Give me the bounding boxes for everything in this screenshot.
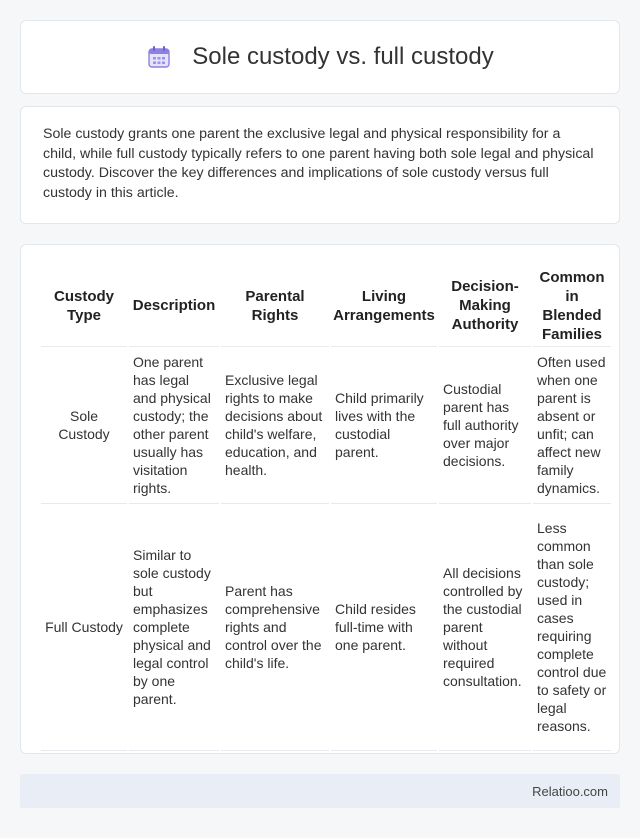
- table-cell: Full Custody: [41, 504, 127, 751]
- table-cell: Exclusive legal rights to make decisions about child's welfare, education, and health.: [221, 347, 329, 504]
- table-cell: Sole Custody: [41, 347, 127, 504]
- table-cell: Often used when one parent is absent or unfit; can affect new family dynamics.: [533, 347, 611, 504]
- footer: [20, 774, 620, 808]
- table-cell: Custodial parent has full authority over major decisions.: [439, 347, 531, 504]
- footer-brand[interactable]: Relatioo.com: [532, 783, 608, 799]
- column-header: Description: [129, 265, 219, 347]
- table-cell: Parent has comprehensive rights and control over the child's life.: [221, 504, 329, 751]
- table-header-row: [41, 265, 611, 347]
- calendar-icon: [146, 44, 172, 70]
- comparison-table: [39, 265, 613, 751]
- table-row: [41, 347, 611, 504]
- column-header: Decision-Making Authority: [439, 265, 531, 347]
- intro-card: [20, 106, 620, 224]
- table-cell: Similar to sole custody but emphasizes complete physical and legal control by one parent.: [129, 504, 219, 751]
- table-cell: All decisions controlled by the custodial parent without required consultation.: [439, 504, 531, 751]
- column-header: Common in Blended Families: [533, 265, 611, 347]
- column-header: Living Arrangements: [331, 265, 437, 347]
- title-card: [20, 20, 620, 94]
- table-row: [41, 504, 611, 751]
- intro-text: Sole custody grants one parent the exclusive legal and physical responsibility for a child, while full custody typically refers to one parent having both sole legal and physical custody. Discover the key differences and implications of sole custody versus full custody in this article.: [43, 126, 594, 201]
- table-cell: Child primarily lives with the custodial parent.: [331, 347, 437, 504]
- table-cell: Less common than sole custody; used in cases requiring complete control due to safety or legal reasons.: [533, 504, 611, 751]
- page-title: Sole custody vs. full custody: [192, 43, 494, 70]
- column-header: Custody Type: [41, 265, 127, 347]
- table-cell: One parent has legal and physical custody; the other parent usually has visitation rights.: [129, 347, 219, 504]
- column-header: Parental Rights: [221, 265, 329, 347]
- comparison-table-card: [20, 244, 620, 754]
- table-cell: Child resides full-time with one parent.: [331, 504, 437, 751]
